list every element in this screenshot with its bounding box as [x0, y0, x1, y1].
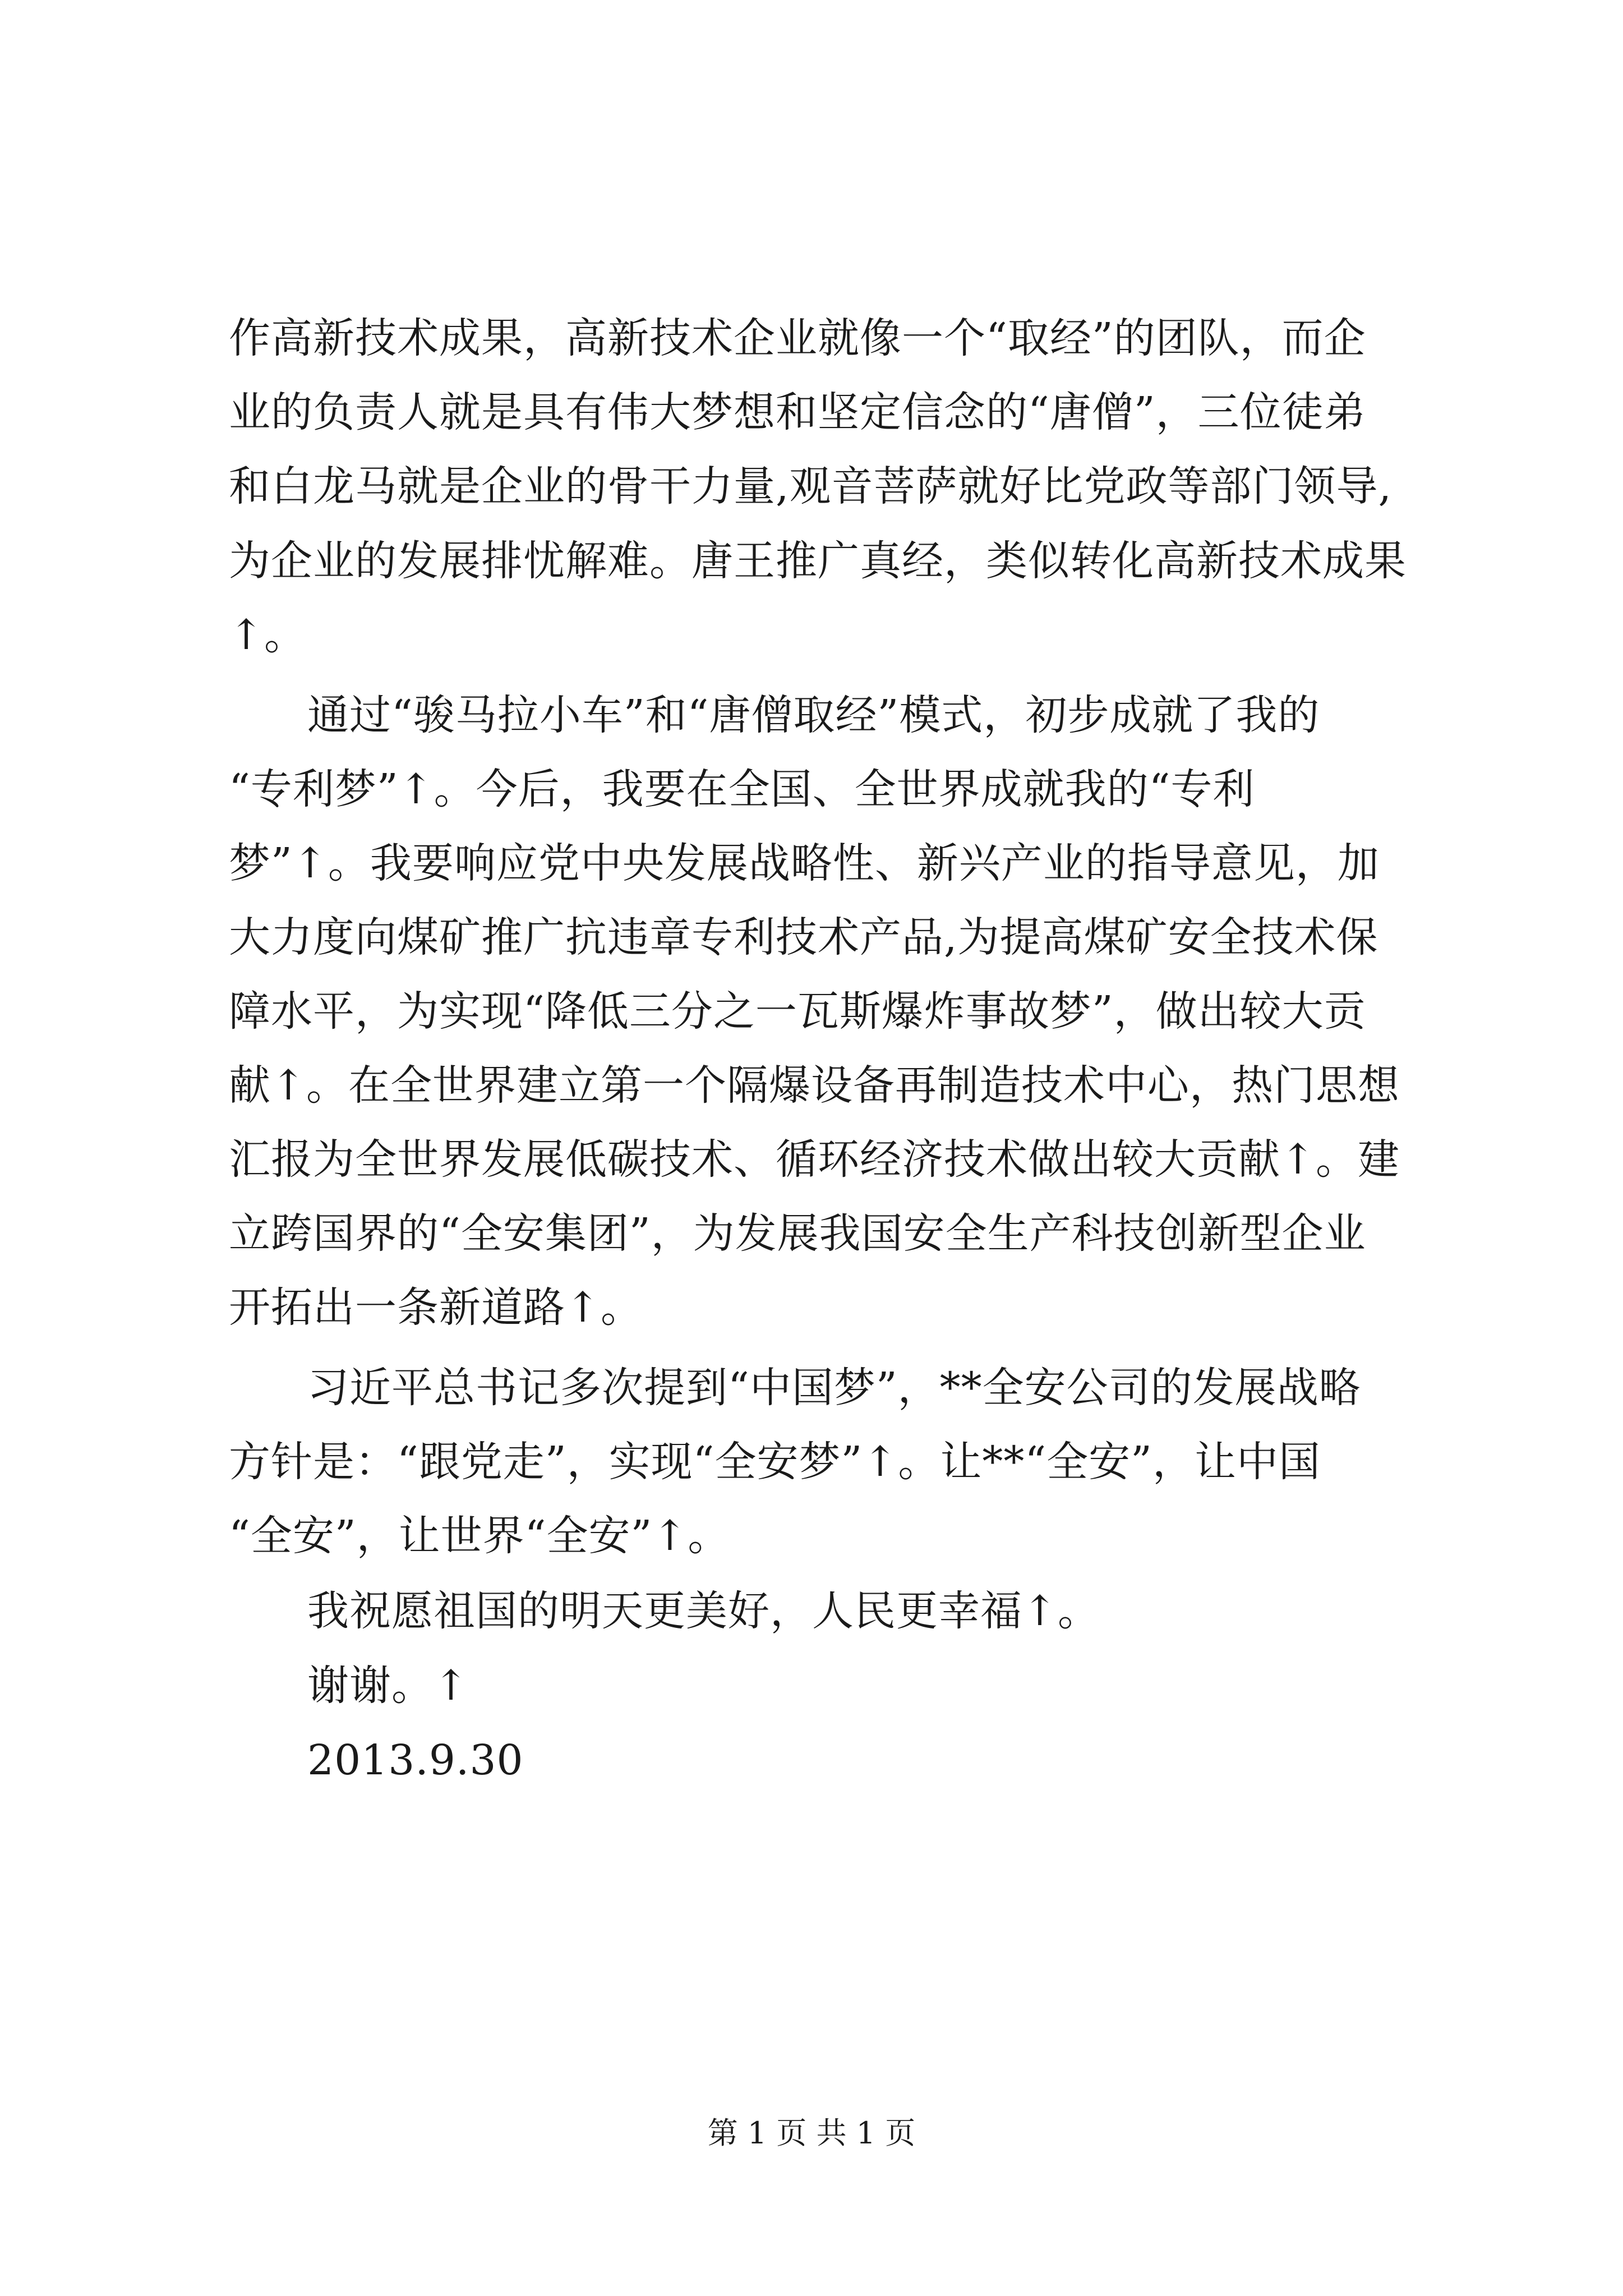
document-date: 2013.9.30	[307, 1736, 524, 1784]
paragraph-3-line-2: 方针是：“跟党走”，实现“全安梦”↑。让**“全安”，让中国	[229, 1438, 1321, 1486]
paragraph-1-line-1: 作高新技术成果，高新技术企业就像一个“取经”的团队，而企	[229, 314, 1366, 362]
page-footer: 第 1 页 共 1 页	[707, 2115, 916, 2151]
paragraph-3-line-1: 习近平总书记多次提到“中国梦”，**全安公司的发展战略	[307, 1364, 1361, 1412]
thanks-line: 谢谢。↑	[307, 1662, 469, 1710]
paragraph-1-line-3: 和白龙马就是企业的骨干力量,观音菩萨就好比党政等部门领导,	[229, 462, 1393, 510]
paragraph-1-line-4: 为企业的发展排忧解难。唐王推广真经，类似转化高新技术成果	[229, 537, 1407, 585]
paragraph-2-line-3: 梦”↑。我要响应党中央发展战略性、新兴产业的指导意见，加	[229, 839, 1380, 887]
paragraph-1-line-5: ↑。	[229, 611, 307, 659]
paragraph-2-line-9: 开拓出一条新道路↑。	[229, 1283, 643, 1332]
paragraph-2-line-7: 汇报为全世界发展低碳技术、循环经济技术做出较大贡献↑。建	[229, 1135, 1400, 1184]
paragraph-2-line-6: 献↑。在全世界建立第一个隔爆设备再制造技术中心，热门思想	[229, 1061, 1400, 1110]
paragraph-3-line-3: “全安”，让世界“全安”↑。	[229, 1512, 730, 1560]
closing-wish: 我祝愿祖国的明天更美好，人民更幸福↑。	[307, 1587, 1100, 1635]
paragraph-2-line-2: “专利梦”↑。今后，我要在全国、全世界成就我的“专利	[229, 765, 1255, 813]
paragraph-2-line-5: 障水平，为实现“降低三分之一瓦斯爆炸事故梦”，做出较大贡	[229, 987, 1366, 1036]
paragraph-2-line-8: 立跨国界的“全安集团”，为发展我国安全生产科技创新型企业	[229, 1209, 1366, 1258]
paragraph-2-line-4: 大力度向煤矿推广抗违章专利技术产品,为提高煤矿安全技术保	[229, 913, 1378, 961]
paragraph-1-line-2: 业的负责人就是具有伟大梦想和坚定信念的“唐僧”，三位徒弟	[229, 388, 1366, 436]
paragraph-2-line-1: 通过“骏马拉小车”和“唐僧取经”模式，初步成就了我的	[307, 691, 1320, 739]
